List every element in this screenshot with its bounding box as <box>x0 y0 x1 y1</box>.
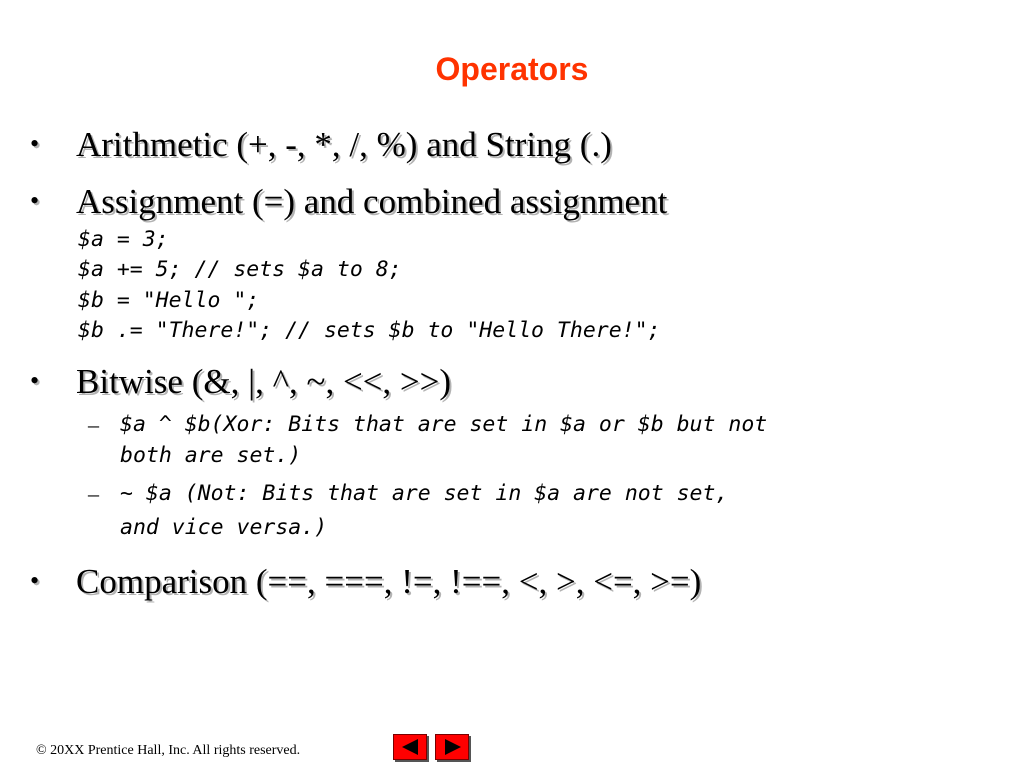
bullet-icon: • <box>30 566 40 595</box>
sub-bullet-dash: – <box>88 412 99 437</box>
sub-bullet-dash: – <box>88 481 99 506</box>
bullet-icon: • <box>30 366 40 395</box>
bullet-bitwise <box>30 361 451 402</box>
code-line: $b = "Hello "; <box>78 288 260 313</box>
sub-bullet-line: ~ $a (Not: Bits that are set in $a are not set, <box>120 481 729 506</box>
right-arrow-icon <box>445 739 461 755</box>
left-arrow-icon <box>402 739 418 755</box>
code-line: $a += 5; // sets $a to 8; <box>78 257 402 282</box>
bullet-text: Assignment (=) and combined assignment <box>76 182 668 221</box>
bullet-text: Comparison (==, ===, !=, !==, <, >, <=, >=) <box>76 562 702 601</box>
sub-bullet-line: and vice versa.) <box>120 515 328 540</box>
bullet-text: Arithmetic (+, -, *, /, %) and String (.) <box>76 125 612 164</box>
next-slide-button[interactable] <box>435 734 469 760</box>
bullet-assignment <box>30 181 667 222</box>
sub-bullet-line: $a ^ $b(Xor: Bits that are set in $a or $b but not <box>120 412 768 437</box>
code-line: $a = 3; <box>78 227 169 252</box>
slide-title: Operators <box>435 51 589 87</box>
bullet-icon: • <box>30 129 40 158</box>
footer-copyright: © 20XX Prentice Hall, Inc. All rights reserved. <box>36 743 301 758</box>
sub-bullet-line: both are set.) <box>120 443 302 468</box>
bullet-icon: • <box>30 186 40 215</box>
bullet-arithmetic <box>30 124 612 165</box>
bullet-text: Bitwise (&, |, ^, ~, <<, >>) <box>76 362 452 401</box>
bullet-comparison <box>30 561 701 602</box>
previous-slide-button[interactable] <box>393 734 427 760</box>
code-line: $b .= "There!"; // sets $b to "Hello There!"; <box>78 318 661 343</box>
